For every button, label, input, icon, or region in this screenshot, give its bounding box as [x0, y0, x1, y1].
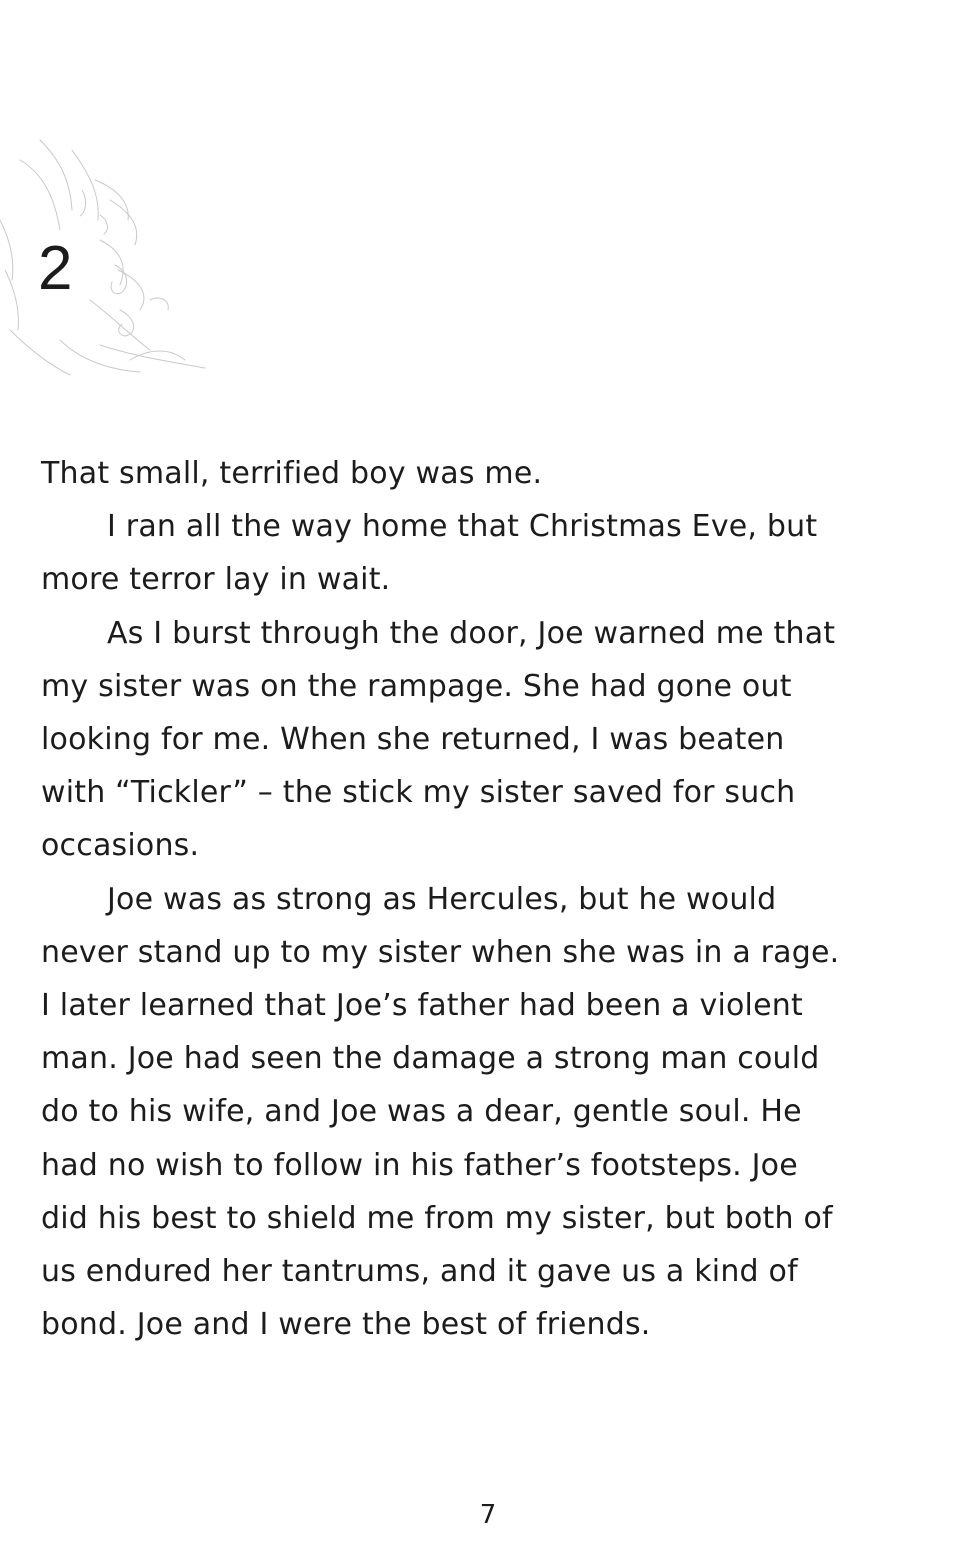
text-line: never stand up to my sister when she was in a rage.	[41, 934, 840, 970]
text-line: That small, terrified boy was me.	[41, 456, 543, 491]
paragraph	[41, 607, 921, 873]
text-line: man. Joe had seen the damage a strong man could	[41, 1041, 820, 1077]
paragraph	[41, 500, 921, 606]
text-line: As I burst through the door, Joe warned me that	[107, 615, 836, 651]
chapter-number: 2	[38, 234, 73, 303]
text-line: did his best to shield me from my sister, but both of	[41, 1200, 833, 1236]
text-line: Joe was as strong as Hercules, but he would	[107, 881, 777, 917]
floral-flourish-icon	[0, 120, 220, 390]
text-line: had no wish to follow in his father’s footsteps. Joe	[41, 1147, 798, 1183]
text-line: I ran all the way home that Christmas Eve, but	[107, 509, 818, 545]
text-line: us endured her tantrums, and it gave us a kind of	[41, 1254, 798, 1290]
text-line: bond. Joe and I were the best of friends.	[41, 1307, 651, 1343]
paragraph	[41, 447, 921, 500]
text-line: more terror lay in wait.	[41, 562, 391, 598]
text-line: do to his wife, and Joe was a dear, gentle soul. He	[41, 1094, 802, 1130]
page-number: 7	[479, 1500, 497, 1530]
text-line: occasions.	[41, 828, 200, 864]
body-text	[41, 447, 921, 1351]
text-line: looking for me. When she returned, I was beaten	[41, 722, 785, 758]
paragraph	[41, 873, 921, 1352]
text-line: my sister was on the rampage. She had gone out	[41, 668, 792, 704]
text-line: I later learned that Joe’s father had been a violent	[41, 988, 803, 1024]
text-line: with “Tickler” – the stick my sister saved for such	[41, 775, 796, 811]
